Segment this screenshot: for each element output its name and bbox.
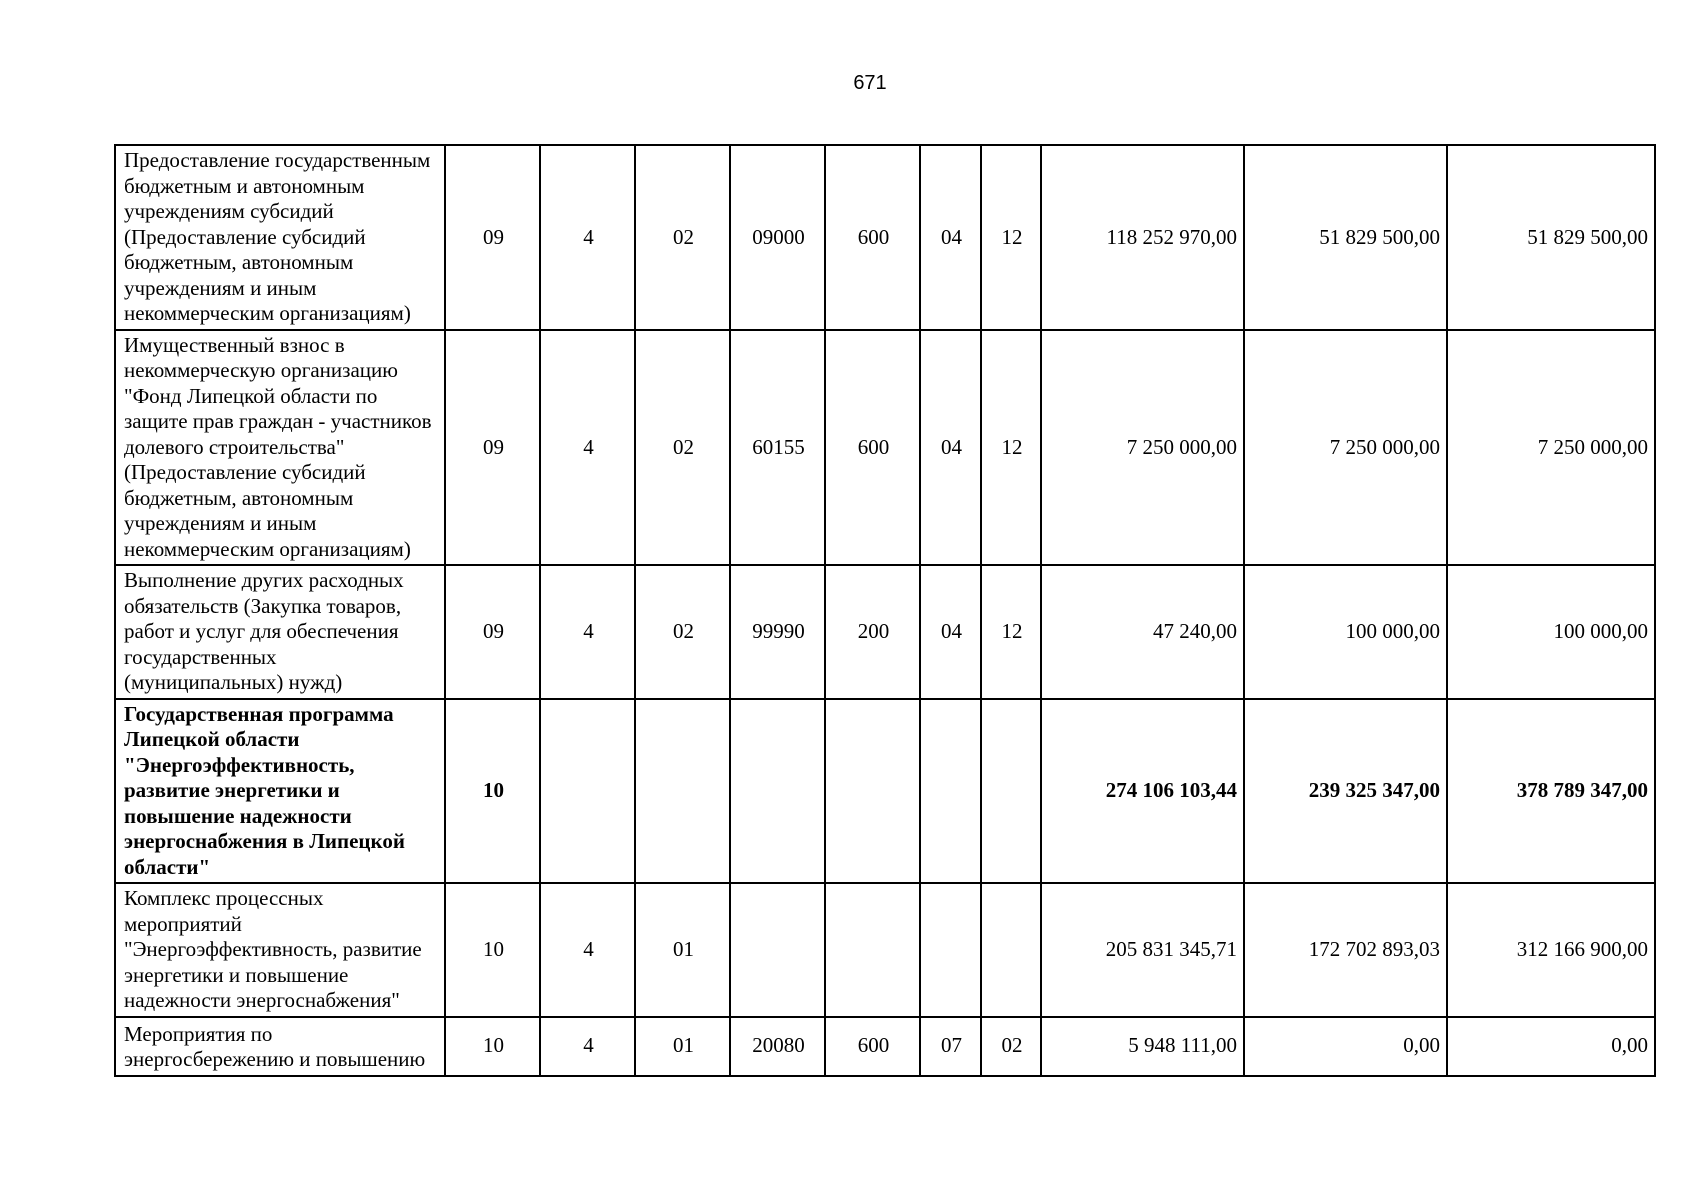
- amount-year-1-cell: 118 252 970,00: [1041, 145, 1244, 330]
- code-subsection-cell: 12: [981, 330, 1041, 566]
- code-direction-cell: 09000: [730, 145, 825, 330]
- page-number: 671: [853, 72, 887, 94]
- amount-year-1-cell: 274 106 103,44: [1041, 699, 1244, 884]
- code-expense-type-cell: [825, 883, 920, 1017]
- amount-year-2-cell: 239 325 347,00: [1244, 699, 1447, 884]
- amount-year-2-cell: 0,00: [1244, 1017, 1447, 1076]
- code-subsection-cell: 02: [981, 1017, 1041, 1076]
- amount-year-2-cell: 7 250 000,00: [1244, 330, 1447, 566]
- code-subsection-cell: 12: [981, 565, 1041, 699]
- row-name-cell: Комплекс процессных мероприятий "Энергоэффективность, развитие энергетики и повышение надежности энергоснабжения": [115, 883, 445, 1017]
- code-expense-type-cell: 200: [825, 565, 920, 699]
- code-program-cell: 09: [445, 145, 540, 330]
- table-row: [115, 699, 1655, 884]
- code-direction-cell: [730, 883, 825, 1017]
- table-row: [115, 565, 1655, 699]
- row-name-cell: Предоставление государственным бюджетным и автономным учреждениям субсидий (Предоставление субсидий бюджетным, автономным учреждениям и иным некоммерческим организациям): [115, 145, 445, 330]
- code-expense-type-cell: 600: [825, 330, 920, 566]
- code-program-cell: 10: [445, 1017, 540, 1076]
- code-section-cell: [920, 699, 981, 884]
- code-section-cell: 04: [920, 330, 981, 566]
- amount-year-2-cell: 51 829 500,00: [1244, 145, 1447, 330]
- row-name-cell: Имущественный взнос в некоммерческую организацию "Фонд Липецкой области по защите прав граждан - участников долевого строительства" (Предоставление субсидий бюджетным, автономным учреждениям и иным некоммерческим организациям): [115, 330, 445, 566]
- code-section-cell: [920, 883, 981, 1017]
- budget-table: [114, 144, 1656, 1077]
- amount-year-3-cell: 7 250 000,00: [1447, 330, 1655, 566]
- code-subprogram-type-cell: 4: [540, 565, 635, 699]
- code-subprogram-cell: [635, 699, 730, 884]
- table-row: [115, 1017, 1655, 1076]
- table-row: [115, 883, 1655, 1017]
- budget-table-body: [115, 145, 1655, 1076]
- code-section-cell: 07: [920, 1017, 981, 1076]
- code-subsection-cell: [981, 883, 1041, 1017]
- row-name-cell: Мероприятия по энергосбережению и повышению: [115, 1017, 445, 1076]
- row-name-cell: Выполнение других расходных обязательств (Закупка товаров, работ и услуг для обеспечения государственных (муниципальных) нужд): [115, 565, 445, 699]
- code-subprogram-type-cell: [540, 699, 635, 884]
- code-expense-type-cell: 600: [825, 1017, 920, 1076]
- amount-year-1-cell: 5 948 111,00: [1041, 1017, 1244, 1076]
- row-name-cell: Государственная программа Липецкой области "Энергоэффективность, развитие энергетики и повышение надежности энергоснабжения в Липецкой области": [115, 699, 445, 884]
- amount-year-3-cell: 0,00: [1447, 1017, 1655, 1076]
- code-subprogram-type-cell: 4: [540, 145, 635, 330]
- code-subprogram-type-cell: 4: [540, 330, 635, 566]
- code-expense-type-cell: 600: [825, 145, 920, 330]
- code-direction-cell: 20080: [730, 1017, 825, 1076]
- code-subprogram-type-cell: 4: [540, 1017, 635, 1076]
- code-subsection-cell: 12: [981, 145, 1041, 330]
- code-direction-cell: 99990: [730, 565, 825, 699]
- code-subsection-cell: [981, 699, 1041, 884]
- table-row: [115, 145, 1655, 330]
- code-program-cell: 09: [445, 330, 540, 566]
- amount-year-2-cell: 100 000,00: [1244, 565, 1447, 699]
- amount-year-1-cell: 7 250 000,00: [1041, 330, 1244, 566]
- code-direction-cell: [730, 699, 825, 884]
- amount-year-1-cell: 205 831 345,71: [1041, 883, 1244, 1017]
- code-subprogram-cell: 01: [635, 883, 730, 1017]
- amount-year-3-cell: 100 000,00: [1447, 565, 1655, 699]
- amount-year-1-cell: 47 240,00: [1041, 565, 1244, 699]
- code-subprogram-cell: 02: [635, 330, 730, 566]
- amount-year-2-cell: 172 702 893,03: [1244, 883, 1447, 1017]
- code-subprogram-cell: 02: [635, 565, 730, 699]
- code-subprogram-cell: 01: [635, 1017, 730, 1076]
- code-section-cell: 04: [920, 145, 981, 330]
- code-program-cell: 10: [445, 699, 540, 884]
- code-program-cell: 09: [445, 565, 540, 699]
- table-row: [115, 330, 1655, 566]
- amount-year-3-cell: 312 166 900,00: [1447, 883, 1655, 1017]
- code-program-cell: 10: [445, 883, 540, 1017]
- code-section-cell: 04: [920, 565, 981, 699]
- amount-year-3-cell: 51 829 500,00: [1447, 145, 1655, 330]
- code-subprogram-type-cell: 4: [540, 883, 635, 1017]
- amount-year-3-cell: 378 789 347,00: [1447, 699, 1655, 884]
- code-subprogram-cell: 02: [635, 145, 730, 330]
- code-direction-cell: 60155: [730, 330, 825, 566]
- code-expense-type-cell: [825, 699, 920, 884]
